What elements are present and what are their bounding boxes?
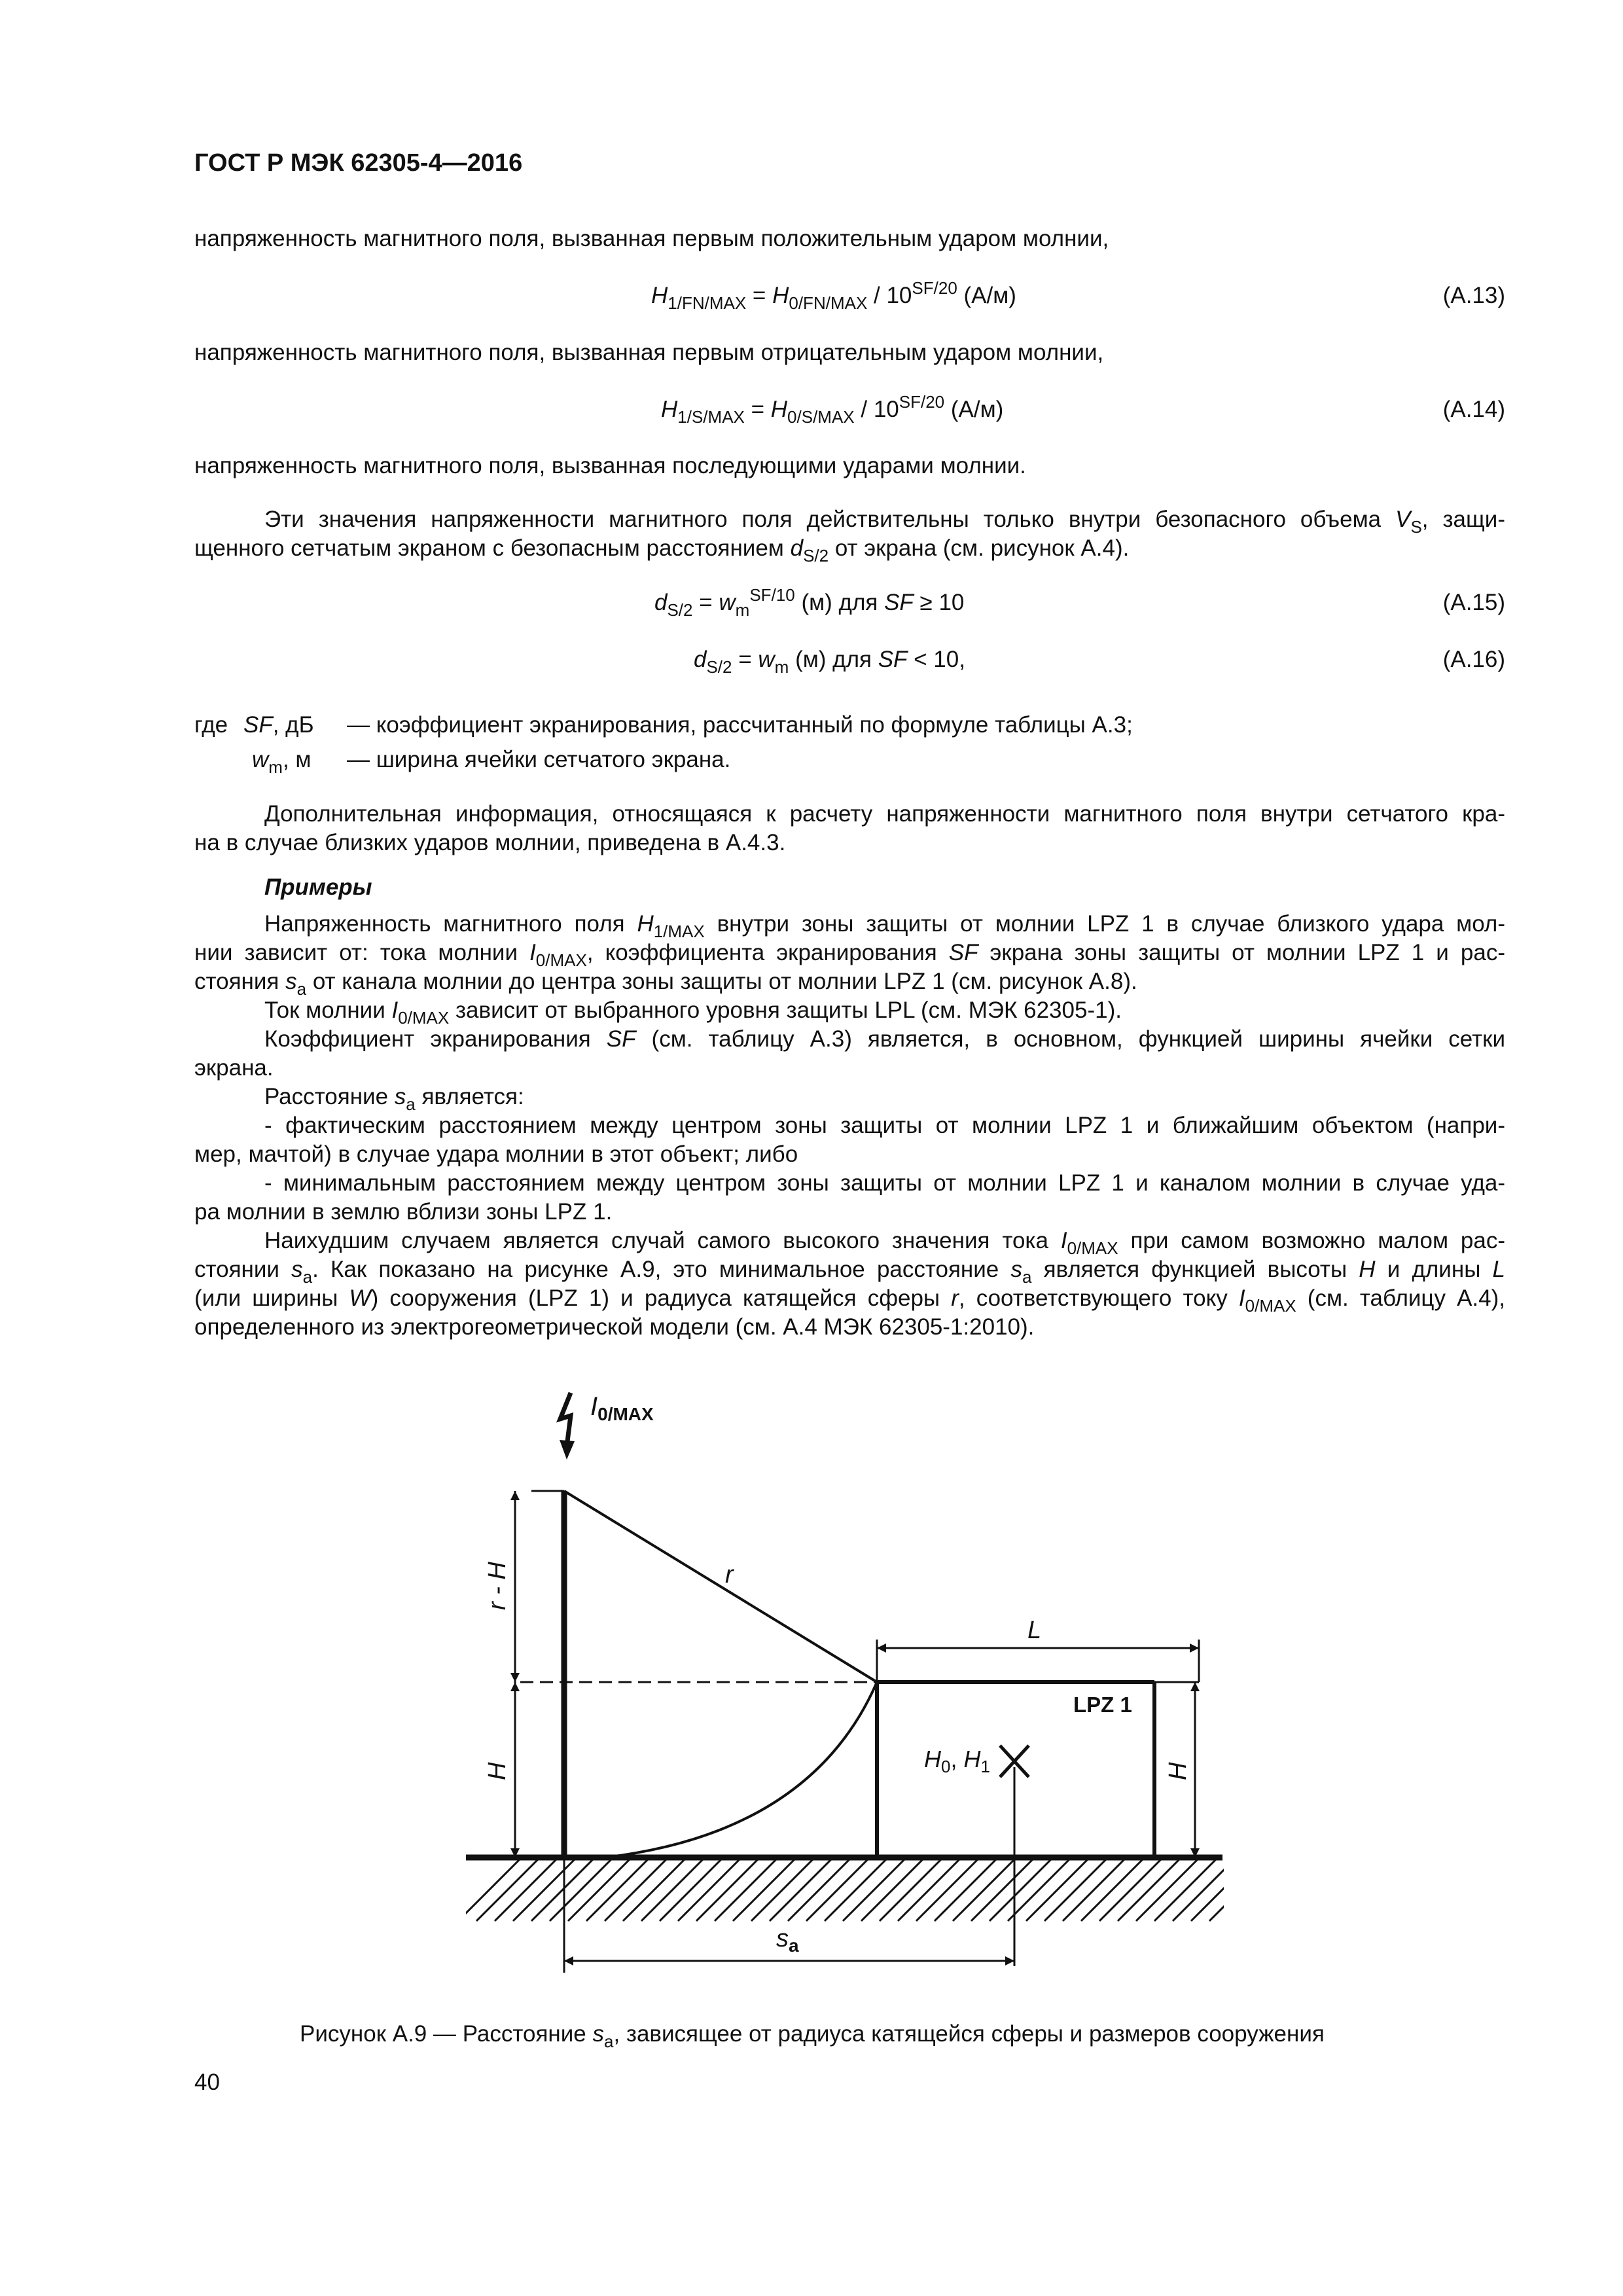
lightning-current-label: $I_{0/MAX}$ xyxy=(590,1392,654,1424)
hatch-line xyxy=(1191,1859,1253,1921)
hatch-line xyxy=(1063,1859,1125,1921)
hatch-line xyxy=(1044,1859,1107,1921)
field-point-label: $H_0$, $H_1$ xyxy=(924,1746,990,1776)
hatch-line xyxy=(861,1859,923,1921)
hatch-line xyxy=(660,1859,722,1921)
radius-label: r xyxy=(725,1561,734,1588)
hatch-line xyxy=(935,1859,997,1921)
h-label-left: H xyxy=(484,1762,511,1780)
hatch-line xyxy=(806,1859,868,1921)
hatch-line xyxy=(990,1859,1052,1921)
hatch-line xyxy=(513,1859,575,1921)
lpz-label: LPZ 1 xyxy=(1073,1693,1132,1717)
examples-title: Примеры xyxy=(264,874,372,900)
document-header: ГОСТ Р МЭК 62305-4—2016 xyxy=(194,149,523,177)
hatch-line xyxy=(843,1859,905,1921)
example-text: экрана. xyxy=(194,1055,274,1081)
paragraph: напряженность магнитного поля, вызванная первым положительным ударом молнии, xyxy=(194,226,1109,251)
hatch-line xyxy=(1026,1859,1088,1921)
hatch-line xyxy=(458,1859,520,1921)
hatch-line xyxy=(1173,1859,1235,1921)
hatch-line xyxy=(880,1859,942,1921)
paragraph-cont: на в случае близких ударов молнии, приведена в А.4.3. xyxy=(194,830,786,855)
equation-number: (А.16) xyxy=(1442,647,1505,672)
hatch-line xyxy=(715,1859,777,1921)
h-label-right: H xyxy=(1164,1762,1192,1780)
radius-line xyxy=(564,1491,877,1682)
ground-hatch xyxy=(458,1859,1290,1921)
example-text: стояния $s_a$ от канала молнии до центра зоны защиты от молнии LPZ 1 (см. рисунок А.8). xyxy=(194,969,1137,999)
equation-number: (А.14) xyxy=(1442,397,1505,422)
hatch-line xyxy=(1228,1859,1290,1921)
hatch-line xyxy=(770,1859,832,1921)
example-text: - минимальным расстоянием между центром зоны защиты от молнии LPZ 1 и каналом молнии в случае уда- xyxy=(264,1170,1505,1196)
where-sf-desc: — коэффициент экранирования, рассчитанный по формуле таблицы А.3; xyxy=(347,712,1133,738)
example-text: мер, мачтой) в случае удара молнии в этот объект; либо xyxy=(194,1141,798,1167)
equation-number: (А.15) xyxy=(1442,590,1505,615)
hatch-line xyxy=(1099,1859,1162,1921)
example-text: Расстояние $s_a$ является: xyxy=(264,1084,524,1114)
sa-label: $s_a$ xyxy=(776,1925,799,1956)
rolling-sphere-arc xyxy=(605,1682,877,1857)
hatch-line xyxy=(1008,1859,1070,1921)
r-minus-h-label: r - H xyxy=(484,1562,511,1610)
where-label: где xyxy=(194,712,228,738)
equation-a16: $d_{S/2} = w_m$ (м) для SF < 10, xyxy=(694,647,965,677)
paragraph: Дополнительная информация, относящаяся к расчету напряженности магнитного поля внутри сетчатого кра- xyxy=(264,801,1505,827)
hatch-line xyxy=(898,1859,960,1921)
page-number: 40 xyxy=(194,2070,220,2095)
hatch-line xyxy=(476,1859,539,1921)
length-label: L xyxy=(1027,1617,1042,1644)
equation-a14: $H_{1/S/MAX} = H_{0/S/MAX} / 10^{SF/20}$ (А/м) xyxy=(661,392,1004,427)
hatch-line xyxy=(751,1859,813,1921)
where-wm-desc: — ширина ячейки сетчатого экрана. xyxy=(347,747,731,772)
hatch-line xyxy=(1081,1859,1143,1921)
example-text: Наихудшим случаем является случай самого высокого значения тока $I_{0/MAX}$ при самом возможно малом рас- xyxy=(264,1228,1506,1258)
hatch-line xyxy=(1136,1859,1198,1921)
hatch-line xyxy=(953,1859,1015,1921)
hatch-line xyxy=(788,1859,850,1921)
example-text: определенного из электрогеометрической модели (см. А.4 МЭК 62305-1:2010). xyxy=(194,1314,1035,1340)
hatch-line xyxy=(605,1859,667,1921)
example-text: - фактическим расстоянием между центром зоны защиты от молнии LPZ 1 и ближайшим объектом (напри- xyxy=(264,1113,1505,1138)
example-text: Ток молнии $I_{0/MAX}$ зависит от выбранного уровня защиты LPL (см. МЭК 62305-1). xyxy=(264,997,1122,1028)
hatch-line xyxy=(586,1859,649,1921)
paragraph: напряженность магнитного поля, вызванная первым отрицательным ударом молнии, xyxy=(194,340,1104,365)
hatch-line xyxy=(531,1859,594,1921)
hatch-line xyxy=(971,1859,1033,1921)
equation-a15: $d_{S/2} = w_m^{SF/10}$ (м) для SF ≥ 10 xyxy=(654,585,965,620)
figure-caption: Рисунок А.9 — Расстояние $s_a$, зависящее от радиуса катящейся сферы и размеров сооружения xyxy=(300,2021,1325,2051)
where-wm: $w_m$, м xyxy=(252,747,312,777)
hatch-line xyxy=(623,1859,685,1921)
equation-a13: $H_{1/FN/MAX} = H_{0/FN/MAX} / 10^{SF/20}$ (А/м) xyxy=(651,278,1016,313)
paragraph: напряженность магнитного поля, вызванная последующими ударами молнии. xyxy=(194,453,1026,478)
hatch-line xyxy=(1118,1859,1180,1921)
lightning-bolt-icon xyxy=(560,1393,571,1446)
hatch-line xyxy=(568,1859,630,1921)
example-text: ра молнии в землю вблизи зоны LPZ 1. xyxy=(194,1199,613,1225)
hatch-line xyxy=(733,1859,795,1921)
example-text: стоянии $s_a$. Как показано на рисунке А.9, это минимальное расстояние $s_a$ является функцией высоты H и длины L xyxy=(194,1257,1505,1287)
where-sf: SF, дБ xyxy=(243,712,314,738)
example-text: (или ширины W) сооружения (LPZ 1) и радиуса катящейся сферы r, соответствующего току $I_{0/MAX}$ (см. таблицу А.4), xyxy=(194,1285,1505,1316)
example-text: нии зависит от: тока молнии $I_{0/MAX}$, коэффициента экранирования SF экрана зоны защиты от молнии LPZ 1 и рас- xyxy=(194,940,1505,970)
hatch-line xyxy=(916,1859,978,1921)
equation-number: (А.13) xyxy=(1442,283,1505,308)
hatch-line xyxy=(678,1859,740,1921)
hatch-line xyxy=(550,1859,612,1921)
hatch-line xyxy=(825,1859,887,1921)
hatch-line xyxy=(696,1859,758,1921)
hatch-line xyxy=(1209,1859,1272,1921)
hatch-line xyxy=(1154,1859,1217,1921)
paragraph-cont: щенного сетчатым экраном с безопасным расстоянием $d_{S/2}$ от экрана (см. рисунок А.4). xyxy=(194,535,1130,565)
example-text: Коэффициент экранирования SF (см. таблицу А.3) является, в основном, функцией ширины ячейки сетки xyxy=(264,1026,1505,1052)
paragraph: Эти значения напряженности магнитного поля действительны только внутри безопасного объема $V_S$, защи- xyxy=(264,507,1506,537)
hatch-line xyxy=(641,1859,704,1921)
hatch-line xyxy=(495,1859,557,1921)
example-text: Напряженность магнитного поля $H_{1/MAX}$ внутри зоны защиты от молнии LPZ 1 в случае близкого удара мол- xyxy=(264,911,1505,941)
